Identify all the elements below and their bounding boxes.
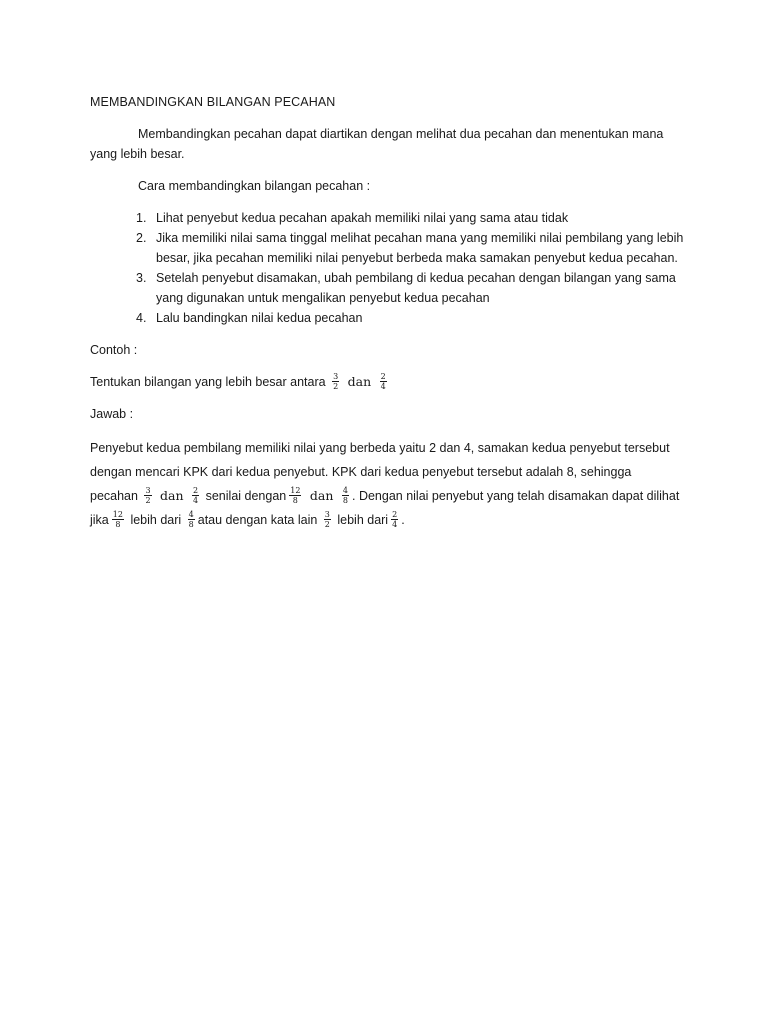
- answer-text: atau dengan kata lain: [197, 513, 318, 528]
- method-heading: Cara membandingkan bilangan pecahan :: [138, 179, 371, 193]
- answer-text: senilai dengan: [205, 489, 287, 504]
- list-item: [90, 228, 692, 268]
- fraction-numerator: 2: [392, 510, 398, 520]
- fraction-numerator: 3: [324, 510, 330, 520]
- fraction-denominator: 2: [333, 382, 339, 392]
- fraction-denominator: 8: [188, 520, 194, 530]
- fraction-denominator: 8: [342, 496, 348, 506]
- fraction-numerator: 4: [342, 486, 348, 496]
- fraction-numerator: 2: [193, 486, 199, 496]
- list-item-text: Jika memiliki nilai sama tinggal melihat pecahan mana yang memiliki nilai pembilang yang lebih besar, jika pecahan memiliki nilai penyebut berbeda maka samakan penyebut kedua pecahan.: [156, 231, 684, 265]
- fraction-numerator: 12: [290, 486, 301, 496]
- answer-text: lebih dari: [337, 513, 389, 528]
- fraction: [112, 510, 124, 529]
- fraction-denominator: 4: [193, 496, 199, 506]
- fraction: [144, 486, 151, 505]
- answer-label: Jawab :: [90, 407, 134, 422]
- answer-text: jika: [90, 513, 109, 528]
- answer-line-2: dengan mencari KPK dari kedua penyebut. KPK dari kedua penyebut tersebut adalah 8, sehingga: [90, 465, 632, 480]
- fraction-denominator: 2: [324, 520, 330, 530]
- fraction: [188, 510, 195, 529]
- list-item: [90, 268, 692, 308]
- answer-text: .: [401, 513, 405, 528]
- answer-line-3: [90, 484, 692, 508]
- example-question: [90, 372, 692, 392]
- conjunction-text: dan: [309, 488, 334, 504]
- fraction-numerator: 12: [112, 510, 123, 520]
- fraction-denominator: 8: [292, 496, 298, 506]
- answer-line-1: Penyebut kedua pembilang memiliki nilai yang berbeda yaitu 2 dan 4, samakan kedua penyebut tersebut: [90, 441, 670, 456]
- conjunction-text: dan: [347, 374, 372, 389]
- list-item: [90, 308, 692, 328]
- answer-text: pecahan: [90, 489, 138, 504]
- list-item-text: Setelah penyebut disamakan, ubah pembilang di kedua pecahan dengan bilangan yang sama yang digunakan untuk mengalikan penyebut kedua pecahan: [156, 271, 676, 305]
- list-item: [90, 208, 692, 228]
- fraction: [332, 372, 339, 391]
- answer-paragraph: [90, 436, 692, 532]
- fraction-numerator: 3: [333, 372, 339, 382]
- answer-text: . Dengan nilai penyebut yang telah disamakan dapat dilihat: [352, 489, 680, 504]
- question-text: Tentukan bilangan yang lebih besar antara: [90, 375, 326, 389]
- conjunction-text: dan: [160, 488, 184, 504]
- list-item-number: 4.: [136, 311, 147, 325]
- fraction: [342, 486, 349, 505]
- steps-list: [90, 208, 692, 328]
- fraction: [289, 486, 301, 505]
- answer-text: lebih dari: [130, 513, 182, 528]
- document-body: [90, 92, 692, 532]
- list-item-number: 1.: [136, 211, 147, 225]
- fraction: [324, 510, 331, 529]
- fraction-numerator: 3: [145, 486, 151, 496]
- fraction-denominator: 4: [380, 382, 386, 392]
- fraction-denominator: 2: [145, 496, 151, 506]
- list-item-text: Lalu bandingkan nilai kedua pecahan: [156, 311, 363, 325]
- fraction: [391, 510, 398, 529]
- list-item-number: 3.: [136, 271, 147, 285]
- fraction-numerator: 2: [380, 372, 386, 382]
- intro-paragraph: Membandingkan pecahan dapat diartikan dengan melihat dua pecahan dan menentukan mana yang lebih besar.: [90, 127, 664, 161]
- fraction-numerator: 4: [188, 510, 194, 520]
- fraction: [380, 372, 387, 391]
- answer-line-4: [90, 508, 692, 532]
- list-item-number: 2.: [136, 231, 147, 245]
- fraction-denominator: 8: [115, 520, 121, 530]
- document-title: MEMBANDINGKAN BILANGAN PECAHAN: [90, 95, 336, 109]
- fraction: [192, 486, 199, 505]
- fraction-denominator: 4: [392, 520, 398, 530]
- list-item-text: Lihat penyebut kedua pecahan apakah memiliki nilai yang sama atau tidak: [156, 211, 569, 225]
- example-label: Contoh :: [90, 343, 138, 357]
